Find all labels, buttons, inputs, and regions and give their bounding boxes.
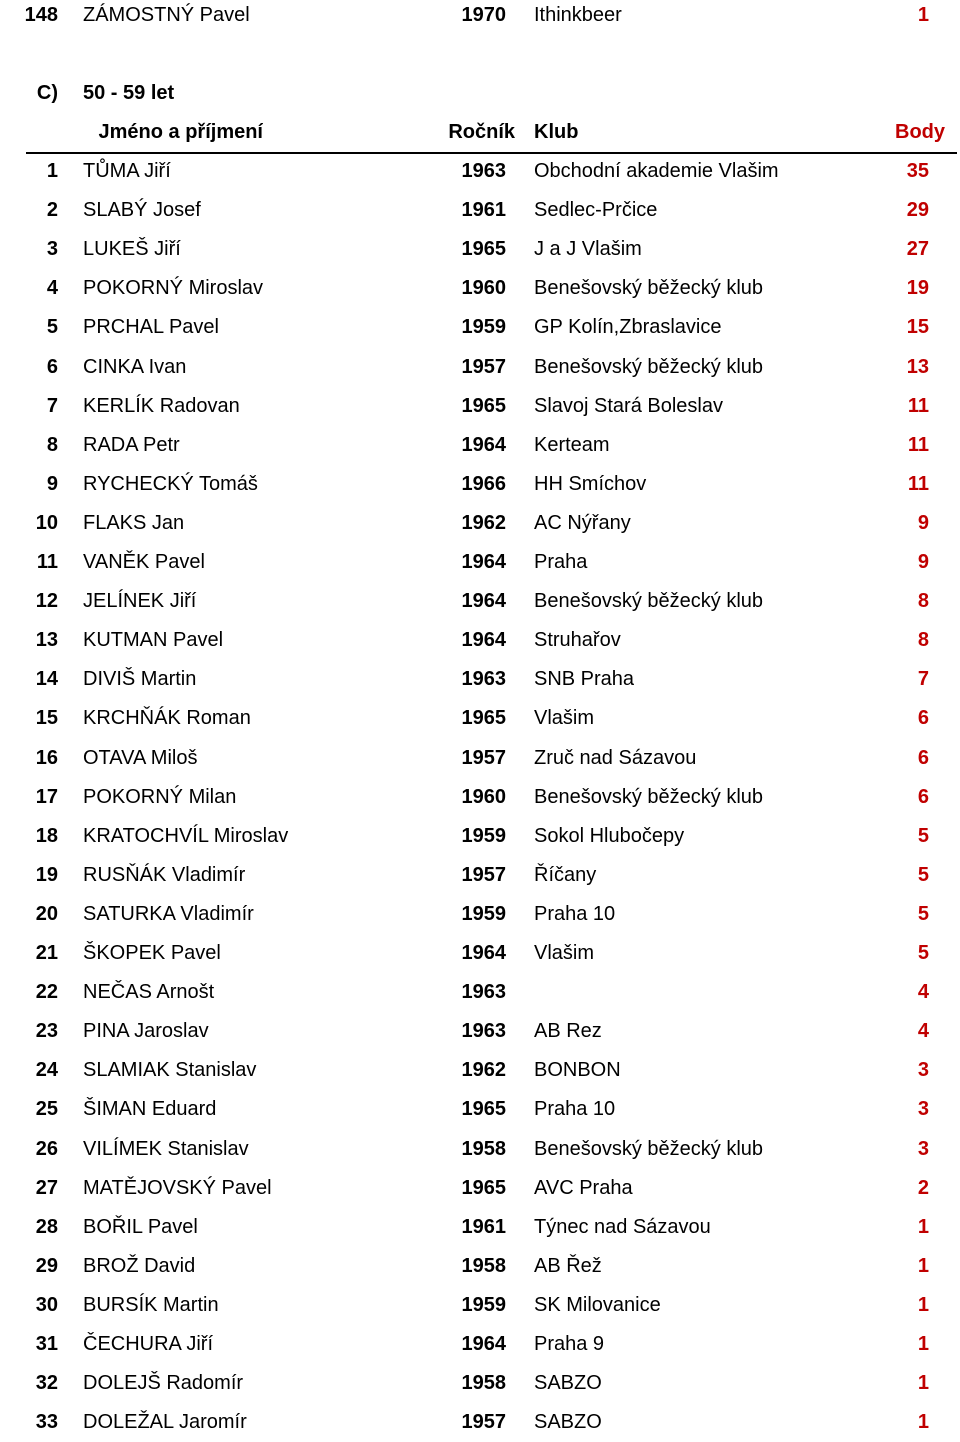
year: 1960 <box>461 785 506 808</box>
name: KRCHŇÁK Roman <box>83 707 251 730</box>
points: 8 <box>917 590 929 613</box>
table-row <box>0 1403 960 1442</box>
year: 1957 <box>461 746 506 769</box>
rank: 18 <box>35 824 58 847</box>
section-title: 50 - 59 let <box>83 82 175 104</box>
name: ZÁMOSTNÝ Pavel <box>83 4 250 26</box>
year: 1958 <box>461 1372 506 1395</box>
club: Struhařov <box>534 629 621 652</box>
name: MATĚJOVSKÝ Pavel <box>83 1176 272 1199</box>
header-name: Jméno a příjmení <box>98 121 263 143</box>
year: 1965 <box>461 707 506 730</box>
points: 7 <box>917 668 929 691</box>
name: KERLÍK Radovan <box>83 394 240 417</box>
club: J a J Vlašim <box>534 238 642 261</box>
table-row <box>0 308 960 347</box>
table-row <box>0 1090 960 1129</box>
name: DOLEŽAL Jaromír <box>83 1411 247 1434</box>
year: 1959 <box>461 1293 506 1316</box>
name: LUKEŠ Jiří <box>83 238 181 261</box>
points: 6 <box>917 785 929 808</box>
club: Benešovský běžecký klub <box>534 277 764 300</box>
table-row <box>0 934 960 973</box>
points: 3 <box>917 1059 929 1082</box>
club: Obchodní akademie Vlašim <box>534 160 779 182</box>
year: 1964 <box>461 1333 506 1355</box>
rank: 2 <box>46 199 58 222</box>
club: Zruč nad Sázavou <box>534 746 697 769</box>
points: 11 <box>907 394 929 417</box>
table-row <box>0 269 960 308</box>
points: 1 <box>917 4 929 26</box>
points: 1 <box>917 1372 929 1395</box>
year: 1957 <box>461 1411 506 1434</box>
club: Benešovský běžecký klub <box>534 355 764 378</box>
rank: 23 <box>35 1020 58 1043</box>
points: 35 <box>906 160 929 182</box>
name: DIVIŠ Martin <box>83 668 197 691</box>
club: Praha 10 <box>534 1098 616 1121</box>
club: Vlašim <box>534 707 595 730</box>
name: BURSÍK Martin <box>83 1293 219 1316</box>
year: 1959 <box>461 316 506 339</box>
table-row <box>0 348 960 387</box>
header-year: Ročník <box>448 121 515 143</box>
points: 11 <box>907 472 929 495</box>
year: 1958 <box>461 1254 506 1277</box>
points: 5 <box>917 942 929 964</box>
rank: 10 <box>35 511 58 534</box>
rank: 14 <box>35 668 58 691</box>
table-row <box>0 582 960 621</box>
club: Sedlec-Prčice <box>534 199 658 222</box>
name: CINKA Ivan <box>83 355 187 378</box>
club: Říčany <box>534 863 597 886</box>
name: KRATOCHVÍL Miroslav <box>83 824 289 847</box>
club: Praha <box>534 551 588 573</box>
table-row <box>0 621 960 660</box>
section-heading <box>0 74 960 113</box>
rank: 6 <box>46 355 58 378</box>
rank: 30 <box>35 1293 58 1316</box>
club: GP Kolín,Zbraslavice <box>534 316 722 339</box>
rank: 33 <box>35 1411 58 1434</box>
name: SATURKA Vladimír <box>83 902 254 925</box>
points: 8 <box>917 629 929 652</box>
table-row <box>0 230 960 269</box>
name: NEČAS Arnošt <box>83 981 215 1004</box>
name: SLAMIAK Stanislav <box>83 1059 257 1082</box>
rank: 9 <box>46 472 58 495</box>
name: SLABÝ Josef <box>83 199 201 222</box>
points: 29 <box>906 199 929 222</box>
rank: 29 <box>35 1254 58 1277</box>
table-row <box>0 191 960 230</box>
year: 1964 <box>461 942 506 964</box>
table-row <box>0 1286 960 1325</box>
club: SABZO <box>534 1411 602 1434</box>
rank: 8 <box>46 433 58 456</box>
points: 11 <box>907 433 929 456</box>
rank: 16 <box>35 746 58 769</box>
table-row <box>0 152 960 191</box>
year: 1964 <box>461 590 506 613</box>
table-row <box>0 739 960 778</box>
points: 27 <box>906 238 929 261</box>
points: 5 <box>917 863 929 886</box>
header-club: Klub <box>534 121 579 143</box>
club: Praha 9 <box>534 1333 605 1355</box>
name: BOŘIL Pavel <box>83 1215 198 1238</box>
club: Slavoj Stará Boleslav <box>534 394 723 417</box>
rank: 20 <box>35 902 58 925</box>
year: 1963 <box>461 668 506 691</box>
club: SK Milovanice <box>534 1293 661 1316</box>
name: ŠIMAN Eduard <box>83 1098 217 1121</box>
points: 3 <box>917 1137 929 1160</box>
rank: 11 <box>36 551 58 573</box>
club: AB Rez <box>534 1020 602 1043</box>
club: Benešovský běžecký klub <box>534 1137 764 1160</box>
name: PRCHAL Pavel <box>83 316 219 339</box>
rank: 17 <box>35 785 58 808</box>
name: RYCHECKÝ Tomáš <box>83 472 258 495</box>
name: JELÍNEK Jiří <box>83 590 197 613</box>
table-row <box>0 973 960 1012</box>
points: 2 <box>917 1176 929 1199</box>
year: 1964 <box>461 433 506 456</box>
year: 1957 <box>461 355 506 378</box>
table-row <box>0 1208 960 1247</box>
year: 1963 <box>461 160 506 182</box>
points: 1 <box>917 1293 929 1316</box>
rank: 21 <box>35 942 58 964</box>
rank: 148 <box>24 4 58 26</box>
rank: 32 <box>35 1372 58 1395</box>
year: 1965 <box>461 1098 506 1121</box>
club: Praha 10 <box>534 902 616 925</box>
club: Kerteam <box>534 433 610 456</box>
club: SABZO <box>534 1372 602 1395</box>
table-header <box>26 113 957 154</box>
rank: 28 <box>35 1215 58 1238</box>
table-row <box>0 856 960 895</box>
year: 1964 <box>461 551 506 573</box>
name: VILÍMEK Stanislav <box>83 1137 249 1160</box>
year: 1965 <box>461 238 506 261</box>
year: 1962 <box>461 511 506 534</box>
rank: 31 <box>35 1333 58 1355</box>
table-row <box>0 543 960 582</box>
year: 1959 <box>461 824 506 847</box>
points: 9 <box>917 511 929 534</box>
points: 1 <box>917 1254 929 1277</box>
year: 1958 <box>461 1137 506 1160</box>
points: 5 <box>917 902 929 925</box>
points: 19 <box>906 277 929 300</box>
club: AC Nýřany <box>534 511 631 534</box>
table-row <box>0 1130 960 1169</box>
points: 5 <box>917 824 929 847</box>
section-label: C) <box>36 82 58 104</box>
year: 1961 <box>461 199 506 222</box>
top-entry-row <box>0 0 960 35</box>
points: 4 <box>917 981 929 1004</box>
table-row <box>0 465 960 504</box>
name: RADA Petr <box>83 433 180 456</box>
rank: 13 <box>35 629 58 652</box>
table-row <box>0 1325 960 1364</box>
club: Ithinkbeer <box>534 4 622 26</box>
points: 3 <box>917 1098 929 1121</box>
table-row <box>0 1051 960 1090</box>
rank: 25 <box>35 1098 58 1121</box>
table-row <box>0 1169 960 1208</box>
rank: 1 <box>46 160 58 182</box>
year: 1970 <box>461 4 506 26</box>
table-row <box>0 426 960 465</box>
points: 4 <box>917 1020 929 1043</box>
year: 1962 <box>461 1059 506 1082</box>
name: BROŽ David <box>83 1254 196 1277</box>
points: 15 <box>906 316 929 339</box>
club: BONBON <box>534 1059 621 1082</box>
year: 1966 <box>461 472 506 495</box>
year: 1960 <box>461 277 506 300</box>
table-row <box>0 387 960 426</box>
header-points: Body <box>895 121 945 143</box>
club: AVC Praha <box>534 1176 633 1199</box>
rank: 24 <box>35 1059 58 1082</box>
name: RUSŇÁK Vladimír <box>83 863 246 886</box>
points: 9 <box>917 551 929 573</box>
name: ČECHURA Jiří <box>83 1333 214 1355</box>
name: VANĚK Pavel <box>83 551 205 573</box>
points: 6 <box>917 746 929 769</box>
club: SNB Praha <box>534 668 635 691</box>
club: AB Řež <box>534 1254 602 1277</box>
rank: 5 <box>46 316 58 339</box>
rank: 4 <box>46 277 58 300</box>
club: Benešovský běžecký klub <box>534 590 764 613</box>
year: 1964 <box>461 629 506 652</box>
points: 13 <box>906 355 929 378</box>
name: OTAVA Miloš <box>83 746 198 769</box>
name: POKORNÝ Miroslav <box>83 277 264 300</box>
club: Vlašim <box>534 942 595 964</box>
points: 1 <box>917 1215 929 1238</box>
rank: 19 <box>35 863 58 886</box>
name: ŠKOPEK Pavel <box>83 942 221 964</box>
year: 1963 <box>461 981 506 1004</box>
table-row <box>0 1364 960 1403</box>
name: TŮMA Jiří <box>83 160 171 182</box>
points: 6 <box>917 707 929 730</box>
table-row <box>0 660 960 699</box>
table-row <box>0 504 960 543</box>
name: POKORNÝ Milan <box>83 785 237 808</box>
year: 1965 <box>461 1176 506 1199</box>
name: DOLEJŠ Radomír <box>83 1372 244 1395</box>
rank: 26 <box>35 1137 58 1160</box>
club: Týnec nad Sázavou <box>534 1215 711 1238</box>
rank: 27 <box>35 1176 58 1199</box>
name: PINA Jaroslav <box>83 1020 209 1043</box>
table-row <box>0 895 960 934</box>
table-row <box>0 1247 960 1286</box>
year: 1959 <box>461 902 506 925</box>
rank: 22 <box>35 981 58 1004</box>
rank: 12 <box>35 590 58 613</box>
year: 1957 <box>461 863 506 886</box>
table-row <box>0 699 960 738</box>
name: KUTMAN Pavel <box>83 629 224 652</box>
table-row <box>0 1012 960 1051</box>
club: Benešovský běžecký klub <box>534 785 764 808</box>
year: 1961 <box>461 1215 506 1238</box>
rank: 15 <box>35 707 58 730</box>
rank: 7 <box>46 394 58 417</box>
rank: 3 <box>46 238 58 261</box>
table-row <box>0 817 960 856</box>
table-row <box>0 778 960 817</box>
year: 1965 <box>461 394 506 417</box>
club: Sokol Hlubočepy <box>534 824 685 847</box>
points: 1 <box>917 1333 929 1355</box>
points: 1 <box>917 1411 929 1434</box>
name: FLAKS Jan <box>83 511 185 534</box>
club: HH Smíchov <box>534 472 647 495</box>
year: 1963 <box>461 1020 506 1043</box>
